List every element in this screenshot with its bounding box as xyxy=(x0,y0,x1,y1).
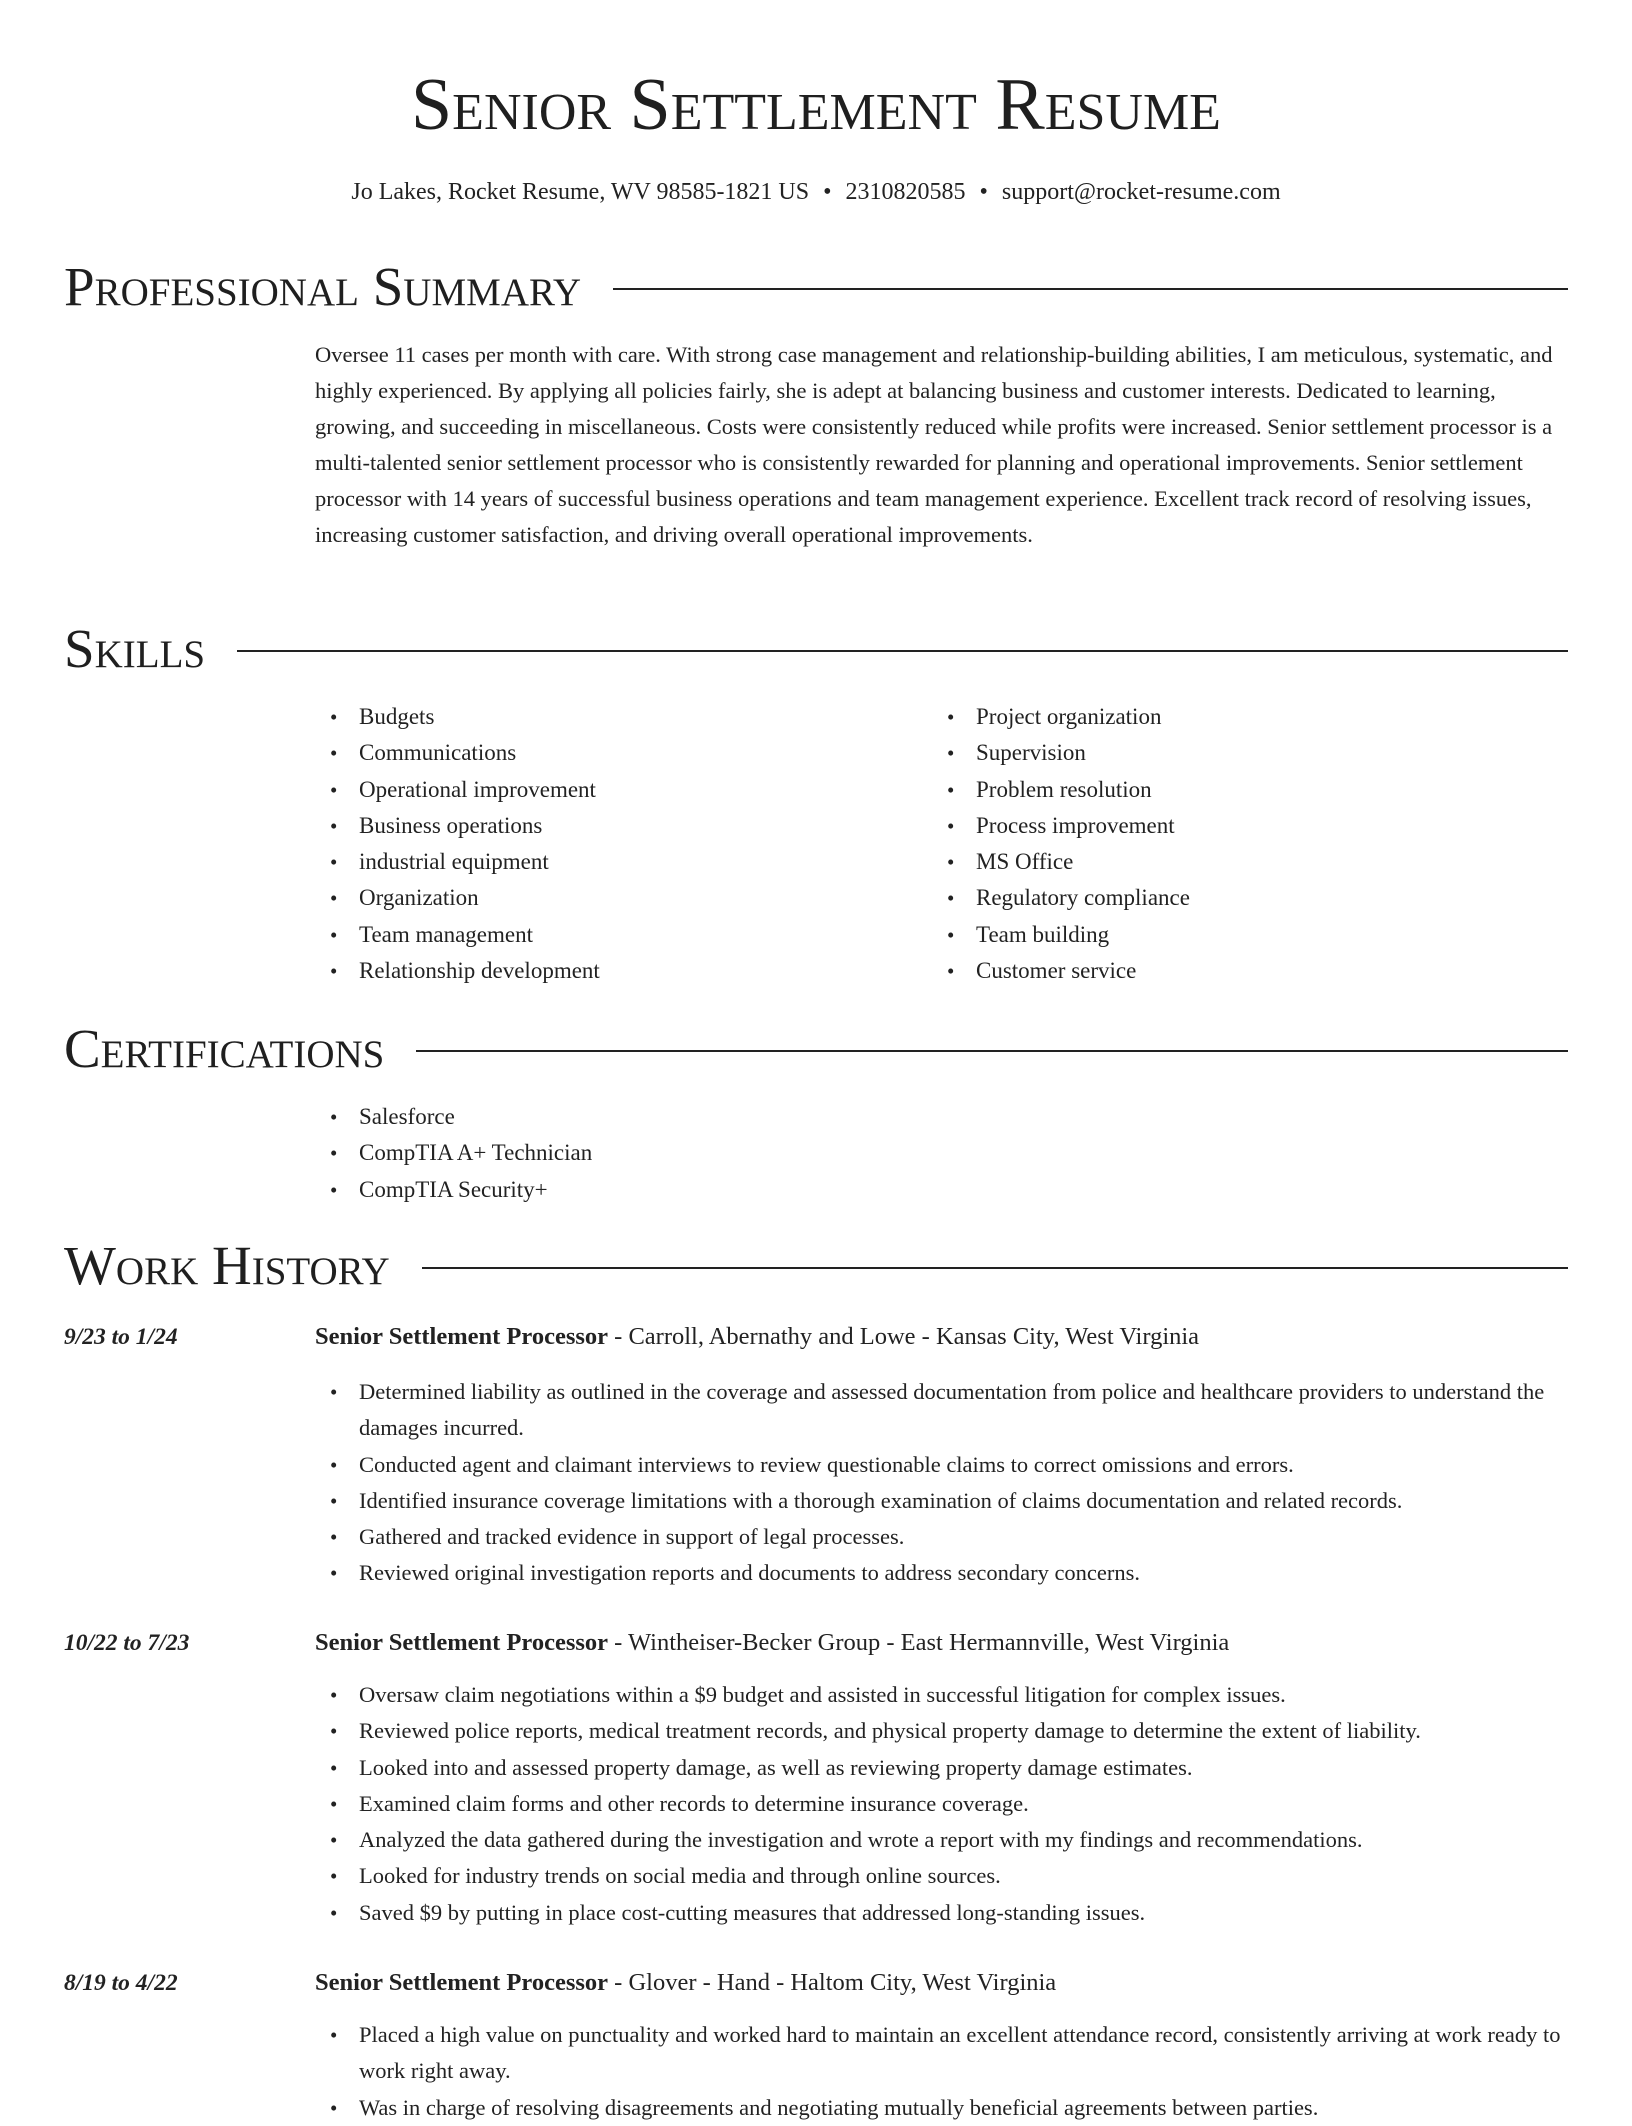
section-heading: Work History xyxy=(64,1235,390,1296)
job-bullet: • Reviewed police reports, medical treatment records, and physical property damage to determine the extent of liability. xyxy=(315,1713,1568,1749)
skill-item: • Organization xyxy=(315,880,875,916)
job-responsibilities xyxy=(315,1677,1568,1931)
contact-line xyxy=(0,174,1632,210)
job-title: Senior Settlement Processor xyxy=(315,1969,609,1996)
skill-item: • industrial equipment xyxy=(315,844,875,880)
job-bullet: • Gathered and tracked evidence in support of legal processes. xyxy=(315,1519,1568,1555)
job-bullet: • Saved $9 by putting in place cost-cutting measures that addressed long-standing issues. xyxy=(315,1895,1568,1931)
section-heading: Skills xyxy=(64,618,206,679)
section-heading: Certifications xyxy=(64,1018,385,1079)
skill-item: • Team building xyxy=(932,917,1492,953)
section-divider xyxy=(422,1267,1568,1269)
section-work-header xyxy=(64,1233,1568,1299)
job-bullet: • Examined claim forms and other records to determine insurance coverage. xyxy=(315,1786,1568,1822)
contact-address: Jo Lakes, Rocket Resume, WV 98585-1821 US xyxy=(351,179,810,205)
job-title: Senior Settlement Processor xyxy=(315,1629,609,1656)
section-divider xyxy=(237,650,1568,652)
skill-item: • Business operations xyxy=(315,808,875,844)
job-bullet: • Identified insurance coverage limitations with a thorough examination of claims documentation and related records. xyxy=(315,1483,1568,1519)
skill-item: • Communications xyxy=(315,735,875,771)
resume-title: Senior Settlement Resume xyxy=(411,64,1221,146)
section-heading: Professional Summary xyxy=(64,256,582,317)
section-divider xyxy=(613,288,1568,290)
job-bullet: • Conducted agent and claimant interviews to review questionable claims to correct omissions and errors. xyxy=(315,1447,1568,1483)
contact-phone: 2310820585 xyxy=(845,179,966,205)
job-heading xyxy=(315,1319,1568,1355)
skill-item: • Budgets xyxy=(315,699,875,735)
certifications-list xyxy=(315,1099,875,1208)
skill-item: • Regulatory compliance xyxy=(932,880,1492,916)
job-dates: 10/22 to 7/23 xyxy=(64,1630,190,1656)
skill-item: • Problem resolution xyxy=(932,772,1492,808)
job-responsibilities xyxy=(315,1374,1568,1592)
certification-item: • CompTIA A+ Technician xyxy=(315,1135,875,1171)
job-title: Senior Settlement Processor xyxy=(315,1323,609,1350)
job-employer-location: - Carroll, Abernathy and Lowe - Kansas City, West Virginia xyxy=(608,1323,1200,1350)
summary-text: Oversee 11 cases per month with care. With strong case management and relationship-building abilities, I am meticulous, systematic, and highly experienced. By applying all policies fairly, she is adept at balancing business and customer interests. Dedicated to learning, growing, and succeeding in miscellaneous. Costs were consistently reduced while profits were increased. Senior settlement processor is a multi-talented senior settlement processor who is consistently rewarded for planning and operational improvements. Senior settlement processor with 14 years of successful business operations and team management experience. Excellent track record of resolving issues, increasing customer satisfaction, and driving overall operational improvements. xyxy=(315,342,1553,547)
certification-item: • Salesforce xyxy=(315,1099,875,1135)
skill-item: • Customer service xyxy=(932,953,1492,989)
contact-email[interactable]: support@rocket-resume.com xyxy=(1001,179,1281,205)
skills-column-right xyxy=(932,699,1492,989)
job-bullet: • Looked into and assessed property damage, as well as reviewing property damage estimates. xyxy=(315,1750,1568,1786)
job-bullet: • Analyzed the data gathered during the investigation and wrote a report with my findings and recommendations. xyxy=(315,1822,1568,1858)
section-skills-header xyxy=(64,616,1568,682)
section-divider xyxy=(416,1050,1568,1052)
skills-column-left xyxy=(315,699,875,989)
skill-item: • Relationship development xyxy=(315,953,875,989)
job-bullet: • Placed a high value on punctuality and worked hard to maintain an excellent attendance record, consistently arriving at work ready to work right away. xyxy=(315,2017,1568,2090)
skill-item: • MS Office xyxy=(932,844,1492,880)
skill-item: • Team management xyxy=(315,917,875,953)
job-bullet: • Oversaw claim negotiations within a $9 budget and assisted in successful litigation for complex issues. xyxy=(315,1677,1568,1713)
job-bullet: • Determined liability as outlined in the coverage and assessed documentation from police and healthcare providers to understand the damages incurred. xyxy=(315,1374,1568,1447)
skill-item: • Project organization xyxy=(932,699,1492,735)
job-bullet: • Reviewed original investigation reports and documents to address secondary concerns. xyxy=(315,1555,1568,1591)
section-summary-header xyxy=(64,254,1568,320)
certification-item: • CompTIA Security+ xyxy=(315,1172,875,1208)
skill-item: • Supervision xyxy=(932,735,1492,771)
job-employer-location: - Glover - Hand - Haltom City, West Virginia xyxy=(608,1969,1057,1996)
contact-separator: • xyxy=(823,179,832,205)
job-bullet: • Was in charge of resolving disagreements and negotiating mutually beneficial agreements between parties. xyxy=(315,2090,1568,2126)
skill-item: • Process improvement xyxy=(932,808,1492,844)
job-employer-location: - Wintheiser-Becker Group - East Hermannville, West Virginia xyxy=(608,1629,1230,1656)
job-dates: 9/23 to 1/24 xyxy=(64,1324,178,1350)
job-bullet: • Looked for industry trends on social media and through online sources. xyxy=(315,1858,1568,1894)
section-certifications-header xyxy=(64,1016,1568,1082)
job-heading xyxy=(315,1625,1568,1661)
skill-item: • Operational improvement xyxy=(315,772,875,808)
job-responsibilities xyxy=(315,2017,1568,2126)
job-dates: 8/19 to 4/22 xyxy=(64,1970,178,1996)
job-heading xyxy=(315,1965,1568,2001)
contact-separator: • xyxy=(979,179,988,205)
